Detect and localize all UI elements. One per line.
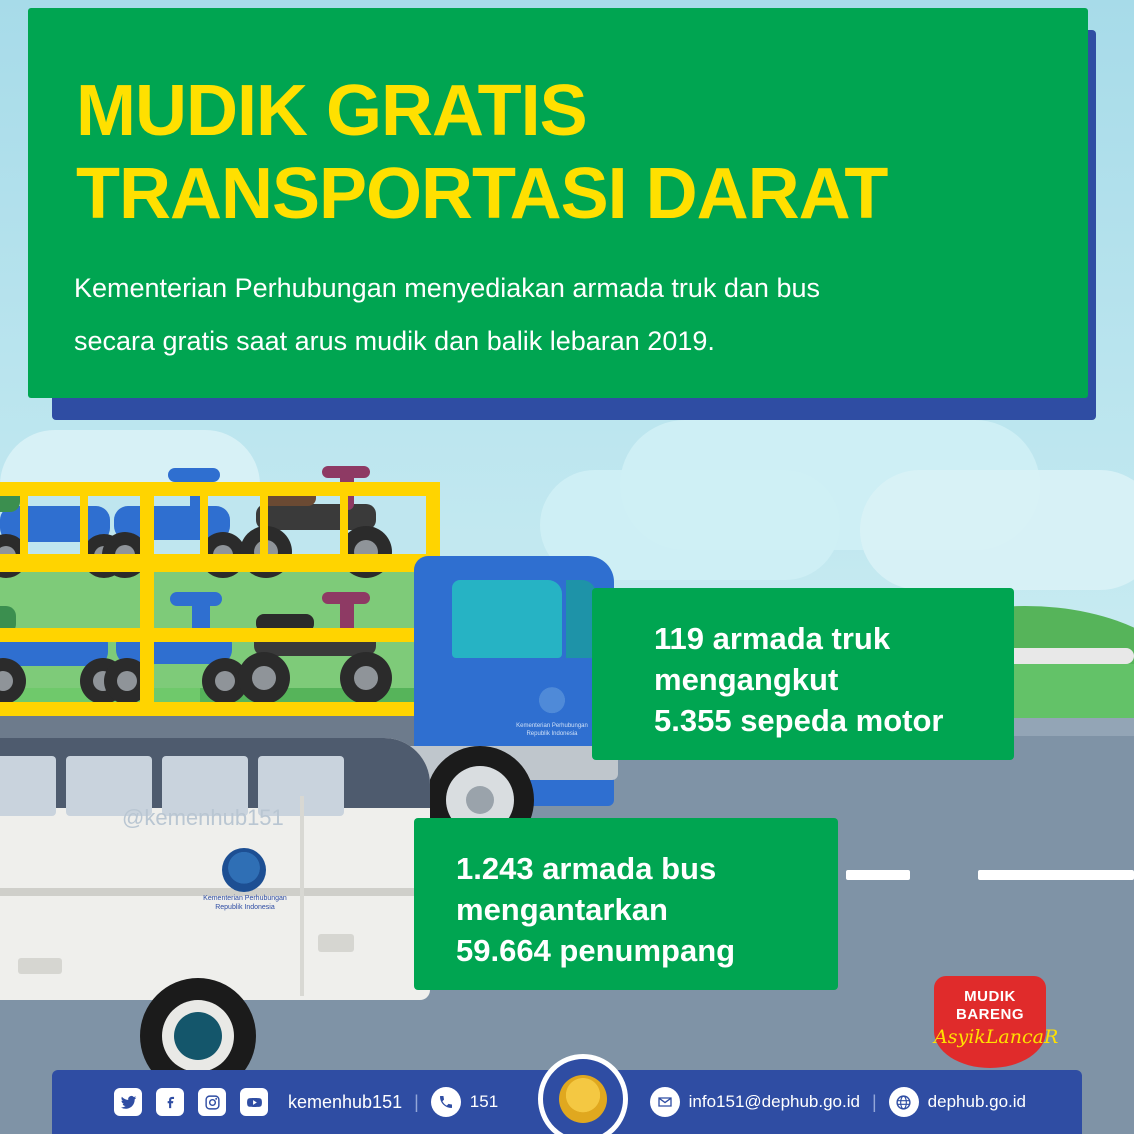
lane-marking — [978, 870, 1134, 880]
bus-lower-panel — [18, 958, 62, 974]
facebook-icon — [156, 1088, 184, 1116]
stat-truck-line1: 119 armada truk — [654, 621, 891, 656]
page-title-line2: TRANSPORTASI DARAT — [76, 154, 888, 234]
ministry-emblem-icon — [538, 1054, 628, 1134]
youtube-icon — [240, 1088, 268, 1116]
social-handle: kemenhub151 — [288, 1091, 403, 1112]
social-facebook[interactable] — [156, 1088, 192, 1116]
page-subtitle-line2: secara gratis saat arus mudik dan balik lebaran 2019. — [74, 326, 715, 356]
campaign-badge — [934, 976, 1059, 1068]
stat-bus-line1: 1.243 armada bus — [456, 851, 717, 886]
footer-separator: | — [871, 1091, 877, 1112]
ministry-logo-icon — [222, 848, 266, 892]
bus-logo-caption — [196, 894, 294, 912]
ministry-logo-icon — [534, 684, 570, 720]
header-card — [28, 8, 1088, 398]
lane-marking — [846, 870, 910, 880]
footer-bar — [52, 1070, 1082, 1134]
twitter-icon — [114, 1088, 142, 1116]
truck-windshield — [452, 580, 562, 658]
cloud-shape — [860, 470, 1134, 590]
bus-window — [0, 756, 56, 816]
phone-icon — [431, 1087, 461, 1117]
badge-line3: AsyikLancaR — [934, 1026, 1059, 1048]
stat-card-bus — [414, 818, 838, 990]
truck-logo-caption-line1: Kementerian Perhubungan — [516, 723, 588, 729]
website-url: dephub.go.id — [927, 1092, 1026, 1111]
email-icon — [650, 1087, 680, 1117]
stat-card-truck — [592, 588, 1014, 760]
page-subtitle-line1: Kementerian Perhubungan menyediakan armada truk dan bus — [74, 273, 820, 303]
bus-lower-panel — [318, 934, 354, 952]
stat-truck-line3: 5.355 sepeda motor — [654, 703, 944, 738]
bus-door — [300, 796, 304, 996]
motorcycle-rack — [0, 482, 440, 728]
social-youtube[interactable] — [240, 1088, 276, 1116]
phone-number: 151 — [469, 1092, 499, 1111]
badge-line2: BARENG — [955, 1006, 1024, 1023]
page-title-line1: MUDIK GRATIS — [76, 71, 587, 151]
social-instagram[interactable] — [198, 1088, 234, 1116]
contact-website[interactable] — [889, 1087, 1026, 1117]
globe-icon — [889, 1087, 919, 1117]
watermark-handle: @kemenhub151 — [122, 805, 284, 830]
bus-logo-caption-line2: Republik Indonesia — [215, 904, 275, 911]
footer-separator: | — [414, 1091, 419, 1112]
stat-bus-line2: mengantarkan — [456, 892, 668, 927]
instagram-icon — [198, 1088, 226, 1116]
email-address: info151@dephub.go.id — [688, 1092, 860, 1111]
badge-line1: MUDIK — [964, 988, 1016, 1005]
page-subtitle — [74, 262, 1054, 368]
contact-phone[interactable] — [431, 1087, 498, 1117]
stat-bus-line3: 59.664 penumpang — [456, 933, 736, 968]
stat-truck-line2: mengangkut — [654, 662, 839, 697]
bus-logo-caption-line1: Kementerian Perhubungan — [203, 895, 287, 902]
page-title — [76, 70, 1086, 236]
contact-email[interactable] — [650, 1087, 860, 1117]
truck-logo-caption — [510, 722, 594, 738]
social-twitter[interactable] — [114, 1088, 150, 1116]
truck-logo-caption-line2: Republik Indonesia — [526, 731, 578, 737]
